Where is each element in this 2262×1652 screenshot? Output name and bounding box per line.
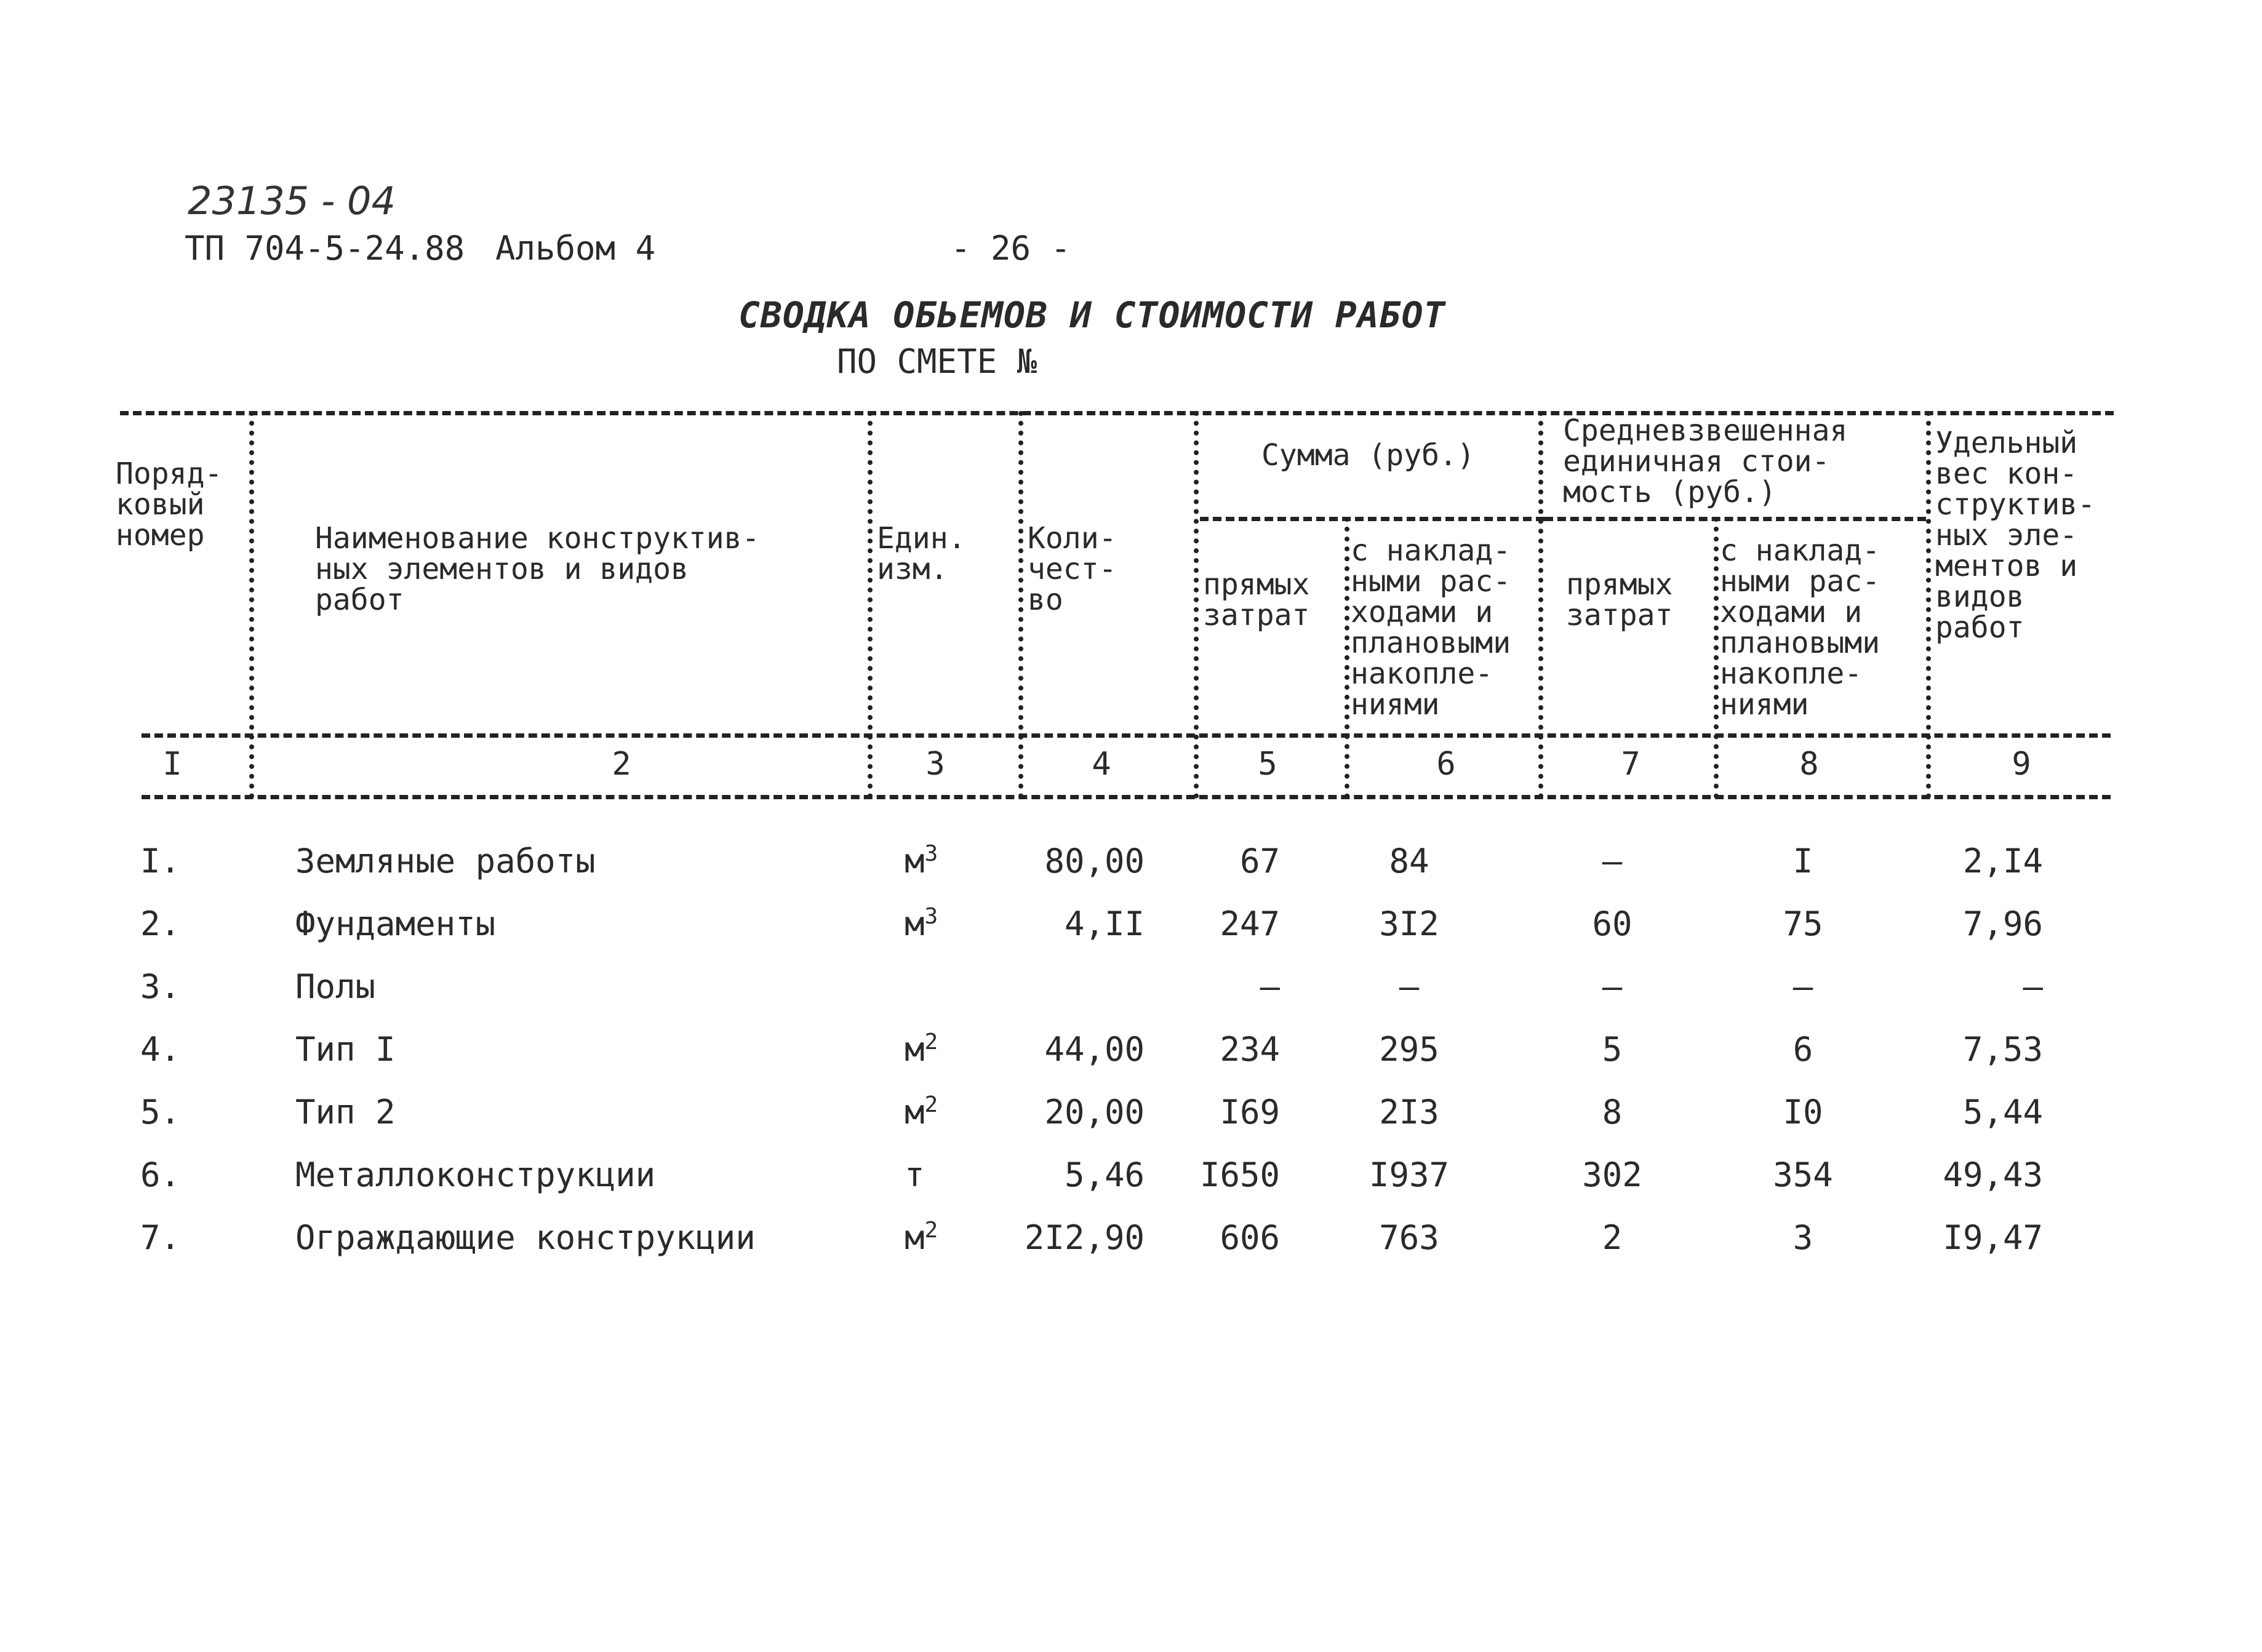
unit-exponent: 2 — [924, 1092, 938, 1117]
header-row-number: Поряд- ковый номер — [116, 457, 223, 553]
header-bottom-rule — [142, 733, 2111, 738]
share-percent: 49,43 — [1943, 1155, 2043, 1194]
column-separator — [1345, 517, 1349, 799]
column-number: 9 — [2012, 746, 2031, 783]
quantity: 80,00 — [1044, 842, 1145, 880]
unit-exponent: 2 — [924, 1218, 938, 1243]
column-number: 4 — [1092, 746, 1111, 783]
avg-direct-cost: – — [1602, 842, 1623, 880]
album-label: Альбом 4 — [495, 229, 656, 268]
share-percent: – — [2023, 967, 2043, 1006]
header-element-name: Наименование конструктив- ных элементов и видов работ — [315, 521, 760, 617]
avg-overhead-cost: – — [1792, 967, 1813, 1006]
element-name: Тип I — [295, 1030, 396, 1069]
page-title: СВОДКА ОБЬЕМОВ И СТОИМОСТИ РАБОТ — [738, 294, 1446, 336]
column-number: 5 — [1258, 746, 1277, 783]
header-direct-cost: прямых затрат — [1203, 567, 1310, 632]
avg-group-rule — [1545, 517, 1926, 521]
column-numbers-rule — [142, 795, 2111, 799]
document-reference: ТП 704-5-24.88 — [185, 229, 465, 268]
avg-overhead-cost: 354 — [1773, 1155, 1833, 1194]
column-separator — [1194, 411, 1199, 799]
table-row — [0, 962, 2262, 1024]
unit-exponent: 3 — [924, 904, 938, 929]
avg-overhead-cost: 75 — [1783, 904, 1823, 943]
element-name: Тип 2 — [295, 1093, 396, 1131]
row-number: I. — [140, 842, 181, 880]
share-percent: 5,44 — [1962, 1093, 2043, 1131]
direct-cost: 234 — [1220, 1030, 1280, 1069]
table-row — [0, 1088, 2262, 1149]
unit: $м^2$ — [905, 1218, 938, 1257]
avg-overhead-cost: 3 — [1792, 1218, 1813, 1257]
overhead-cost: 763 — [1379, 1218, 1439, 1257]
element-name: Металлоконструкции — [295, 1155, 656, 1194]
quantity: 2I2,90 — [1024, 1218, 1145, 1257]
avg-overhead-cost: I0 — [1783, 1093, 1823, 1131]
column-separator — [1926, 411, 1931, 799]
column-number: 7 — [1621, 746, 1641, 783]
unit-exponent: 2 — [924, 1029, 938, 1055]
element-name: Полы — [295, 967, 376, 1006]
row-number: 4. — [140, 1030, 181, 1069]
avg-direct-cost: 2 — [1602, 1218, 1623, 1257]
element-name: Земляные работы — [295, 842, 596, 880]
overhead-cost: 295 — [1379, 1030, 1439, 1069]
row-number: 7. — [140, 1218, 181, 1257]
column-separator — [249, 411, 254, 799]
avg-direct-cost: 8 — [1602, 1093, 1623, 1131]
row-number: 5. — [140, 1093, 181, 1131]
column-separator — [1714, 517, 1719, 799]
avg-direct-cost: 5 — [1602, 1030, 1623, 1069]
unit-exponent: 3 — [924, 841, 938, 866]
unit: $м^3$ — [905, 904, 938, 943]
table-row — [0, 1151, 2262, 1212]
avg-overhead-cost: 6 — [1792, 1030, 1813, 1069]
column-number: I — [162, 746, 182, 783]
column-number: 6 — [1436, 746, 1456, 783]
header-avg-overhead: с наклад- ными рас- ходами и плановыми накопле- ниями — [1720, 533, 1880, 722]
header-quantity: Коли- чест- во — [1028, 521, 1117, 617]
unit: $м^2$ — [905, 1092, 938, 1131]
overhead-cost: 84 — [1389, 842, 1429, 880]
direct-cost: 67 — [1239, 842, 1280, 880]
table-row — [0, 837, 2262, 898]
row-number: 2. — [140, 904, 181, 943]
header-avg-group: Средневзвешенная единичная стои- мость (руб.) — [1563, 413, 1848, 509]
header-overhead-cost: с наклад- ными рас- ходами и плановыми накопле- ниями — [1351, 533, 1511, 722]
page-number: - 26 - — [951, 229, 1071, 268]
quantity: 20,00 — [1044, 1093, 1145, 1131]
avg-direct-cost: 302 — [1582, 1155, 1642, 1194]
overhead-cost: 2I3 — [1379, 1093, 1439, 1131]
column-separator — [868, 411, 873, 799]
header-avg-direct: прямых затрат — [1566, 567, 1673, 632]
header-unit: Един. изм. — [877, 521, 966, 586]
column-number: 8 — [1799, 746, 1819, 783]
table-row — [0, 900, 2262, 961]
quantity: 4,II — [1064, 904, 1145, 943]
direct-cost: 247 — [1220, 904, 1280, 943]
overhead-cost: – — [1399, 967, 1420, 1006]
column-separator — [1018, 411, 1023, 799]
header-share: Удельный вес кон- структив- ных эле- ментов и видов работ — [1935, 426, 2096, 645]
direct-cost: I650 — [1199, 1155, 1280, 1194]
share-percent: I9,47 — [1943, 1218, 2043, 1257]
direct-cost: 606 — [1220, 1218, 1280, 1257]
column-separator — [1538, 411, 1543, 799]
direct-cost: I69 — [1220, 1093, 1280, 1131]
column-number: 2 — [612, 746, 631, 783]
share-percent: 7,96 — [1962, 904, 2043, 943]
overhead-cost: 3I2 — [1379, 904, 1439, 943]
element-name: Фундаменты — [295, 904, 496, 943]
row-number: 6. — [140, 1155, 181, 1194]
table-row — [0, 1213, 2262, 1275]
share-percent: 2,I4 — [1962, 842, 2043, 880]
quantity: 5,46 — [1064, 1155, 1145, 1194]
header-sum-group: Сумма (руб.) — [1261, 438, 1475, 473]
direct-cost: – — [1260, 967, 1280, 1006]
table-row — [0, 1025, 2262, 1087]
quantity: 44,00 — [1044, 1030, 1145, 1069]
unit: т — [905, 1155, 925, 1194]
unit: $м^3$ — [905, 841, 938, 880]
element-name: Ограждающие конструкции — [295, 1218, 756, 1257]
column-number: 3 — [925, 746, 945, 783]
handwritten-number: 23135 - 04 — [188, 178, 396, 223]
share-percent: 7,53 — [1962, 1030, 2043, 1069]
avg-direct-cost: – — [1602, 967, 1623, 1006]
unit: $м^2$ — [905, 1029, 938, 1069]
row-number: 3. — [140, 967, 181, 1006]
page-subtitle: ПО СМЕТЕ № — [837, 342, 1037, 381]
sum-group-rule — [1200, 517, 1545, 521]
overhead-cost: I937 — [1369, 1155, 1450, 1194]
avg-overhead-cost: I — [1792, 842, 1813, 880]
avg-direct-cost: 60 — [1592, 904, 1633, 943]
